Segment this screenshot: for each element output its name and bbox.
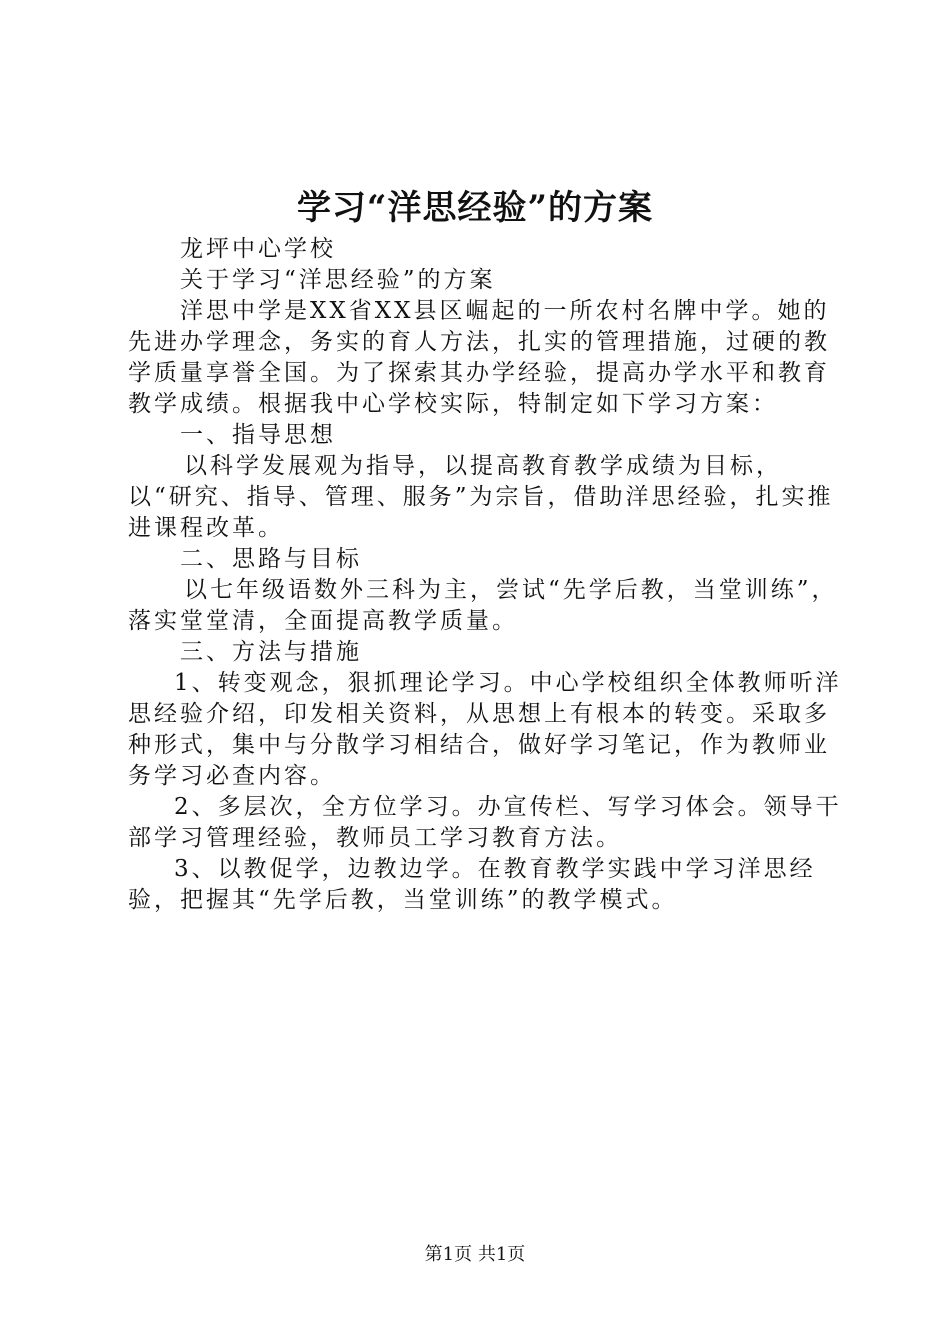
measure-item-3: 3、以教促学，边教边学。在教育教学实践中学习洋思经验，把握其“先学后教，当堂训练”的教学模式。 [128, 856, 816, 913]
approach-goals-paragraph: 以七年级语数外三科为主，尝试“先学后教，当堂训练”，落实堂堂清，全面提高教学质量。 [128, 577, 838, 634]
section-heading-guiding-ideology: 一、指导思想 [180, 422, 336, 448]
document-body [128, 234, 848, 916]
document-title: 学习“洋思经验”的方案 [296, 188, 654, 228]
intro-paragraph: 洋思中学是XX省XX县区崛起的一所农村名牌中学。她的先进办学理念，务实的育人方法，扎实的管理措施，过硬的教学质量享誉全国。为了探索其办学经验，提高办学水平和教育教学成绩。根据我中心学校实际，特制定如下学习方案： [128, 298, 830, 417]
guiding-ideology-paragraph: 以科学发展观为指导，以提高教育教学成绩为目标，以“研究、指导、管理、服务”为宗旨，借助洋思经验，扎实推进课程改革。 [128, 453, 834, 541]
school-name: 龙坪中心学校 [180, 236, 336, 262]
page-footer [0, 1243, 950, 1267]
page-number: 第1页 [424, 1244, 473, 1265]
subtitle: 关于学习“洋思经验”的方案 [180, 267, 496, 293]
measure-item-1: 1、转变观念，狠抓理论学习。中心学校组织全体教师听洋思经验介绍，印发相关资料，从思想上有根本的转变。采取多种形式，集中与分散学习相结合，做好学习笔记，作为教师业务学习必查内容。 [128, 670, 842, 789]
section-heading-methods-measures: 三、方法与措施 [180, 639, 362, 665]
measure-item-2: 2、多层次，全方位学习。办宣传栏、写学习体会。领导干部学习管理经验，教师员工学习教育方法。 [128, 794, 842, 851]
section-heading-approach-goals: 二、思路与目标 [180, 546, 362, 572]
page-total: 共1页 [477, 1244, 526, 1265]
